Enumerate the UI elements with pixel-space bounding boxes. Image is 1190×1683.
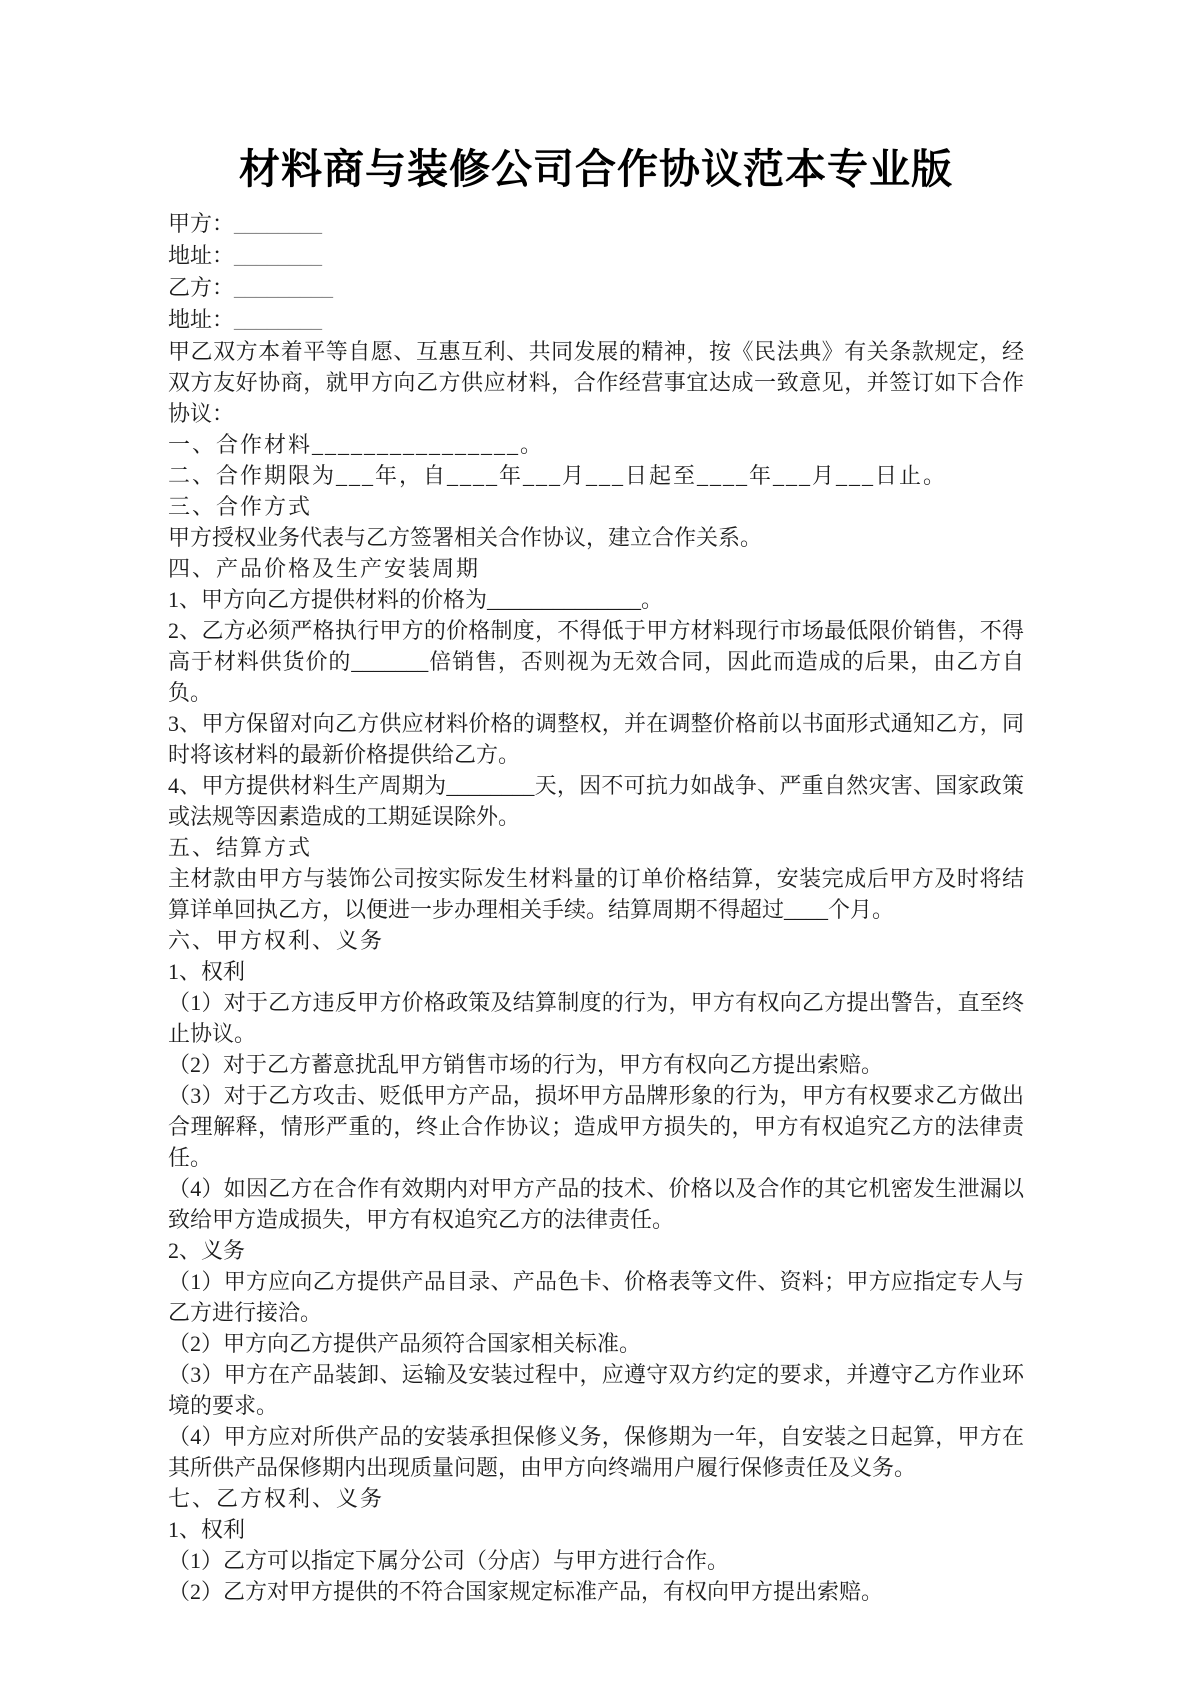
clause-6-obligation-4: （4）甲方应对所供产品的安装承担保修义务，保修期为一年，自安装之日起算，甲方在其所供产品保修期内出现质量问题，由甲方向终端用户履行保修责任及义务。	[168, 1424, 1024, 1480]
field-party-b-label: 乙方：	[168, 275, 235, 300]
clause-6-heading-party-a-rights-obligations: 六、甲方权利、义务	[168, 928, 385, 953]
field-address-b	[168, 304, 1024, 336]
clause-7-heading-party-b-rights-obligations: 七、乙方权利、义务	[168, 1486, 385, 1511]
clause-5-body: 主材款由甲方与装饰公司按实际发生材料量的订单价格结算，安装完成后甲方及时将结算详单回执乙方，以便进一步办理相关手续。结算周期不得超过____个月。	[168, 866, 1024, 922]
clause-1-cooperation-materials: 一、合作材料________________。	[168, 432, 545, 457]
clause-2-cooperation-term: 二、合作期限为___年，自____年___月___日起至____年___月___日止。	[168, 463, 948, 488]
clause-4-item-2: 2、乙方必须严格执行甲方的价格制度，不得低于甲方材料现行市场最低限价销售，不得高于材料供货价的_______倍销售，否则视为无效合同，因此而造成的后果，由乙方自负。	[168, 618, 1024, 705]
clause-5-heading-settlement: 五、结算方式	[168, 835, 313, 860]
clause-6-obligation-3: （3）甲方在产品装卸、运输及安装过程中，应遵守双方约定的要求，并遵守乙方作业环境的要求。	[168, 1362, 1024, 1418]
clause-6-obligation-1: （1）甲方应向乙方提供产品目录、产品色卡、价格表等文件、资料；甲方应指定专人与乙方进行接洽。	[168, 1269, 1024, 1325]
clause-4-heading-price-and-schedule: 四、产品价格及生产安装周期	[168, 556, 481, 581]
field-address-a-label: 地址：	[168, 243, 235, 268]
clause-7-right-2: （2）乙方对甲方提供的不符合国家规定标准产品，有权向甲方提出索赔。	[168, 1579, 884, 1604]
field-party-a	[168, 208, 1024, 240]
field-party-b	[168, 272, 1024, 304]
clause-6-rights-heading: 1、权利	[168, 959, 246, 984]
clause-3-body: 甲方授权业务代表与乙方签署相关合作协议，建立合作关系。	[168, 525, 763, 550]
clause-7-rights-heading: 1、权利	[168, 1517, 246, 1542]
field-party-b-blank: _________	[234, 275, 334, 300]
clause-6-obligations-heading: 2、义务	[168, 1238, 246, 1263]
clause-4-item-4: 4、甲方提供材料生产周期为________天，因不可抗力如战争、严重自然灾害、国家政策或法规等因素造成的工期延误除外。	[168, 773, 1024, 829]
preamble-paragraph: 甲乙双方本着平等自愿、互惠互利、共同发展的精神，按《民法典》有关条款规定，经双方友好协商，就甲方向乙方供应材料，合作经营事宜达成一致意见，并签订如下合作协议：	[168, 339, 1024, 426]
field-party-a-blank: ________	[234, 211, 323, 236]
clause-6-obligation-2: （2）甲方向乙方提供产品须符合国家相关标准。	[168, 1331, 642, 1356]
clause-6-right-2: （2）对于乙方蓄意扰乱甲方销售市场的行为，甲方有权向乙方提出索赔。	[168, 1052, 884, 1077]
clause-4-item-1: 1、甲方向乙方提供材料的价格为______________。	[168, 587, 664, 612]
field-address-b-blank: ________	[234, 307, 323, 332]
clause-7-right-1: （1）乙方可以指定下属分公司（分店）与甲方进行合作。	[168, 1548, 730, 1573]
clause-3-heading-cooperation-method: 三、合作方式	[168, 494, 313, 519]
field-address-b-label: 地址：	[168, 307, 235, 332]
clause-4-item-3: 3、甲方保留对向乙方供应材料价格的调整权，并在调整价格前以书面形式通知乙方，同时将该材料的最新价格提供给乙方。	[168, 711, 1024, 767]
field-address-a	[168, 240, 1024, 272]
clause-6-right-3: （3）对于乙方攻击、贬低甲方产品，损坏甲方品牌形象的行为，甲方有权要求乙方做出合理解释，情形严重的，终止合作协议；造成甲方损失的，甲方有权追究乙方的法律责任。	[168, 1083, 1024, 1170]
document-title: 材料商与装修公司合作协议范本专业版	[239, 146, 953, 192]
clause-6-right-1: （1）对于乙方违反甲方价格政策及结算制度的行为，甲方有权向乙方提出警告，直至终止协议。	[168, 990, 1024, 1046]
field-party-a-label: 甲方：	[168, 211, 235, 236]
field-address-a-blank: ________	[234, 243, 323, 268]
clause-6-right-4: （4）如因乙方在合作有效期内对甲方产品的技术、价格以及合作的其它机密发生泄漏以致给甲方造成损失，甲方有权追究乙方的法律责任。	[168, 1176, 1024, 1232]
